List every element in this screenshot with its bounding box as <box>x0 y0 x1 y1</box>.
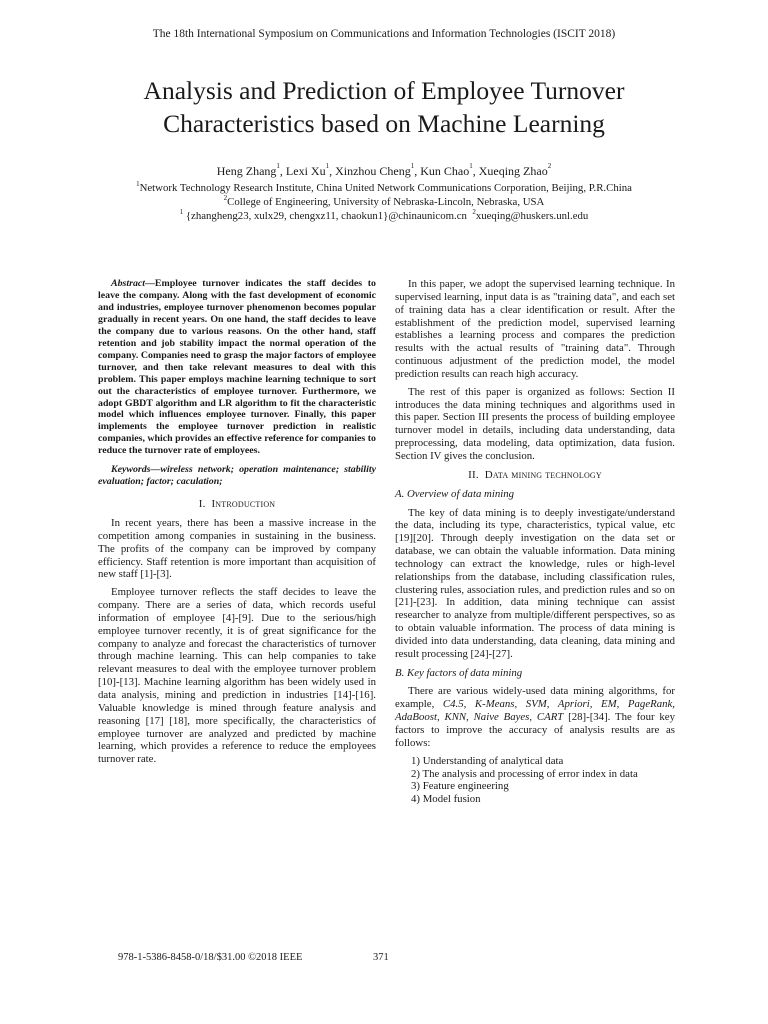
right-column <box>395 278 675 806</box>
title-line-2: Characteristics based on Machine Learning <box>163 109 605 138</box>
author-sup: 1 <box>325 162 330 170</box>
author-name: Xueqing Zhao <box>478 164 548 178</box>
author-sup: 1 <box>410 162 415 170</box>
author-sup: 1 <box>469 162 473 170</box>
page-number: 371 <box>373 952 389 963</box>
paper-title <box>60 74 708 140</box>
paragraph: The key of data mining is to deeply investigate/understand the data, including its type, characteristics, typical value, etc [19][20]. Through deeply investigation on the data set or database, we can obtain the valuable information. Data mining technology can extract the knowledge, rules or high-level relationships from the database, including classification rules, clustering rules, association rules, and prediction rules and so on [21]-[23]. In addition, data mining technique can assist researcher to analyze from multiple/different perspectives, so as to obtain valuable information. The process of data mining is divided into data understanding, data cleaning, data mining and result processing [24]-[27]. <box>395 506 675 660</box>
list-item: 3) Feature engineering <box>411 780 509 793</box>
keywords: Keywords—wireless network; operation maintenance; stability evaluation; factor; caculation; <box>98 464 376 488</box>
abstract <box>98 278 376 457</box>
subsection-heading-a: A. Overview of data mining <box>395 487 515 500</box>
author-name: Lexi Xu <box>285 164 326 178</box>
key-factors-list <box>395 755 675 806</box>
affiliation-2: $^2$College of Engineering, University of Nebraska-Lincoln, Nebraska, USA <box>223 194 545 208</box>
conference-header: The 18th International Symposium on Communications and Information Technologies (ISCIT 2018) <box>152 28 616 40</box>
section-heading-introduction: I. Introduction <box>198 498 276 511</box>
copyright-footer: 978-1-5386-8458-0/18/$31.00 ©2018 IEEE <box>118 952 303 963</box>
affiliation-1: $^1$Network Technology Research Institute, China United Network Communications Corporation, Beijing, P.R.China <box>136 180 632 194</box>
list-item: 1) Understanding of analytical data <box>411 754 564 767</box>
author-emails: $^1$ {zhangheng23, xulx29, chengxz11, chaokun1}@chinaunicom.cn $^2$xueqing@huskers.unl.edu <box>179 208 589 222</box>
title-line-1: Analysis and Prediction of Employee Turnover <box>143 76 625 105</box>
author-sup: 1 <box>276 162 280 170</box>
section-heading-data-mining: II. Data mining technology <box>468 468 602 481</box>
author-name: Heng Zhang <box>216 164 277 178</box>
left-column <box>98 278 376 771</box>
author-name: Kun Chao <box>420 164 470 178</box>
paragraph: In this paper, we adopt the supervised learning technique. In supervised learning, input data is as "training data", and each set of training data has a clear identification or result. After the establishment of the prediction model, supervised learning establishes a learning process and compares the prediction results with the actual results of "training data". Through continuous adjustment of the prediction model, the model prediction results can reach high accuracy. <box>395 278 675 380</box>
author-sup: 2 <box>547 162 552 170</box>
list-item: 2) The analysis and processing of error index in data <box>411 767 638 780</box>
paragraph: In recent years, there has been a massive increase in the competition among companies in sustaining in the business. The profits of the company can be improved by company efficiency. Staff retention is more important than acquisition of new staff [1]-[3]. <box>98 517 376 581</box>
list-item: 4) Model fusion <box>411 793 481 806</box>
abstract-text: —Employee turnover indicates the staff decides to leave the company. Along with the fast development of economic and industries, employee turnover phenomenon becomes popular gradually in recent years. On one hand, the staff decides to leave the company due to various reasons. On the other hand, staff retention and job stability impact the normal operation of the company. Companies need to grasp the major factors of employee turnover, and then take relevant measures to deal with this problem. This paper employs machine learning technique to sort out the characteristics of employee turnover. Furthermore, we adopt GBDT algorithm and LR algorithm to fit the characteristic model which influences employee turnover. Finally, this paper implements the employee turnover prediction in realistic companies, which provides an effective reference for companies to reduce the turnover rate of employees. <box>98 278 376 457</box>
algorithm-list: C4.5, K-Means, SVM, Apriori, EM, PageRank, AdaBoost, KNN, Naive Bayes, CART <box>395 698 675 724</box>
paragraph: Employee turnover reflects the staff decides to leave the company. There are a series of data, which records useful information of employee [4]-[9]. Due to the serious/high employee turnover recently, it is of great significance for the company to analyze and forecast the characteristics of turnover through machine learning. This can help companies to take relevant measures to deal with the employee turnover problem [10]-[13]. Machine learning algorithm has been widely used in data analysis, mining and prediction in industries [14]-[16]. Valuable knowledge is mined through feature analysis and reasoning [17] [18], more specifically, the characteristics of employee turnover are analyzed and predicted by machine learning, which provides a reference to reduce the employees turnover rate. <box>98 586 376 766</box>
author-list: Heng Zhang$^1$, Lexi Xu$^1$, Xinzhou Cheng$^1$, Kun Chao$^1$, Xueqing Zhao$^2$ <box>216 162 552 178</box>
subsection-heading-b: B. Key factors of data mining <box>395 666 523 679</box>
paragraph: The rest of this paper is organized as follows: Section II introduces the data mining techniques and algorithms used in this paper. Section III presents the process of building employee turnover model in details, including data understanding, data preprocessing, data modeling, data optimization, data fusion. Section IV gives the conclusion. <box>395 385 675 462</box>
paragraph: There are various widely-used data mining algorithms, for example, C4.5, K-Means, SVM, Apriori, EM, PageRank, AdaBoost, KNN, Naive Bayes, CART [28]-[34]. The four key factors to improve the accuracy of analysis results are as follows: <box>395 685 675 749</box>
author-name: Xinzhou Cheng <box>335 164 411 178</box>
abstract-label: Abstract <box>111 278 146 289</box>
